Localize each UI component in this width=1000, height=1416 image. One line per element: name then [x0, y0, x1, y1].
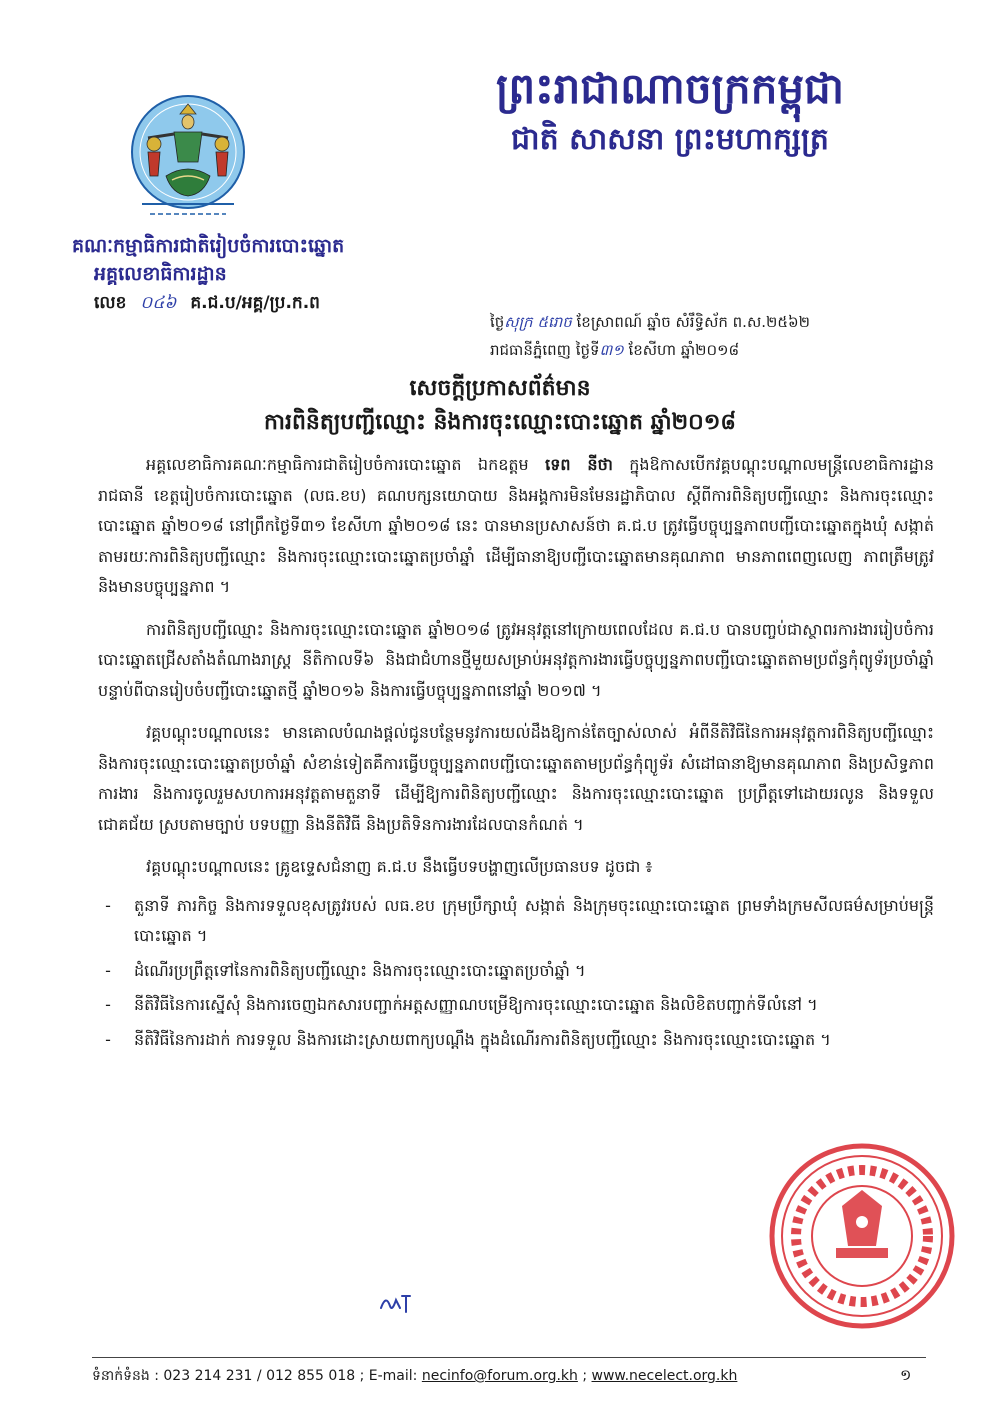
- website-link[interactable]: www.necelect.org.kh: [591, 1368, 738, 1384]
- solar-date-handwritten: ៣១: [599, 341, 624, 359]
- reference-code: គ.ជ.ប/អគ្គ/ប្រ.ក.ព: [190, 293, 320, 313]
- lunar-date: ថ្ងៃសុក្រ ៥រោច ខែស្រាពណ៍ ឆ្នាំច សំរឹទ្ធិស័ក ព.ស.២៥៦២: [490, 313, 810, 331]
- footer-divider: [92, 1357, 926, 1358]
- page-number: ១: [900, 1366, 912, 1384]
- date-block: [490, 308, 810, 364]
- lunar-date-handwritten: សុក្រ ៥រោច: [504, 313, 572, 331]
- kingdom-title: ព្រះរាជាណាចក្រកម្ពុជា: [495, 64, 845, 113]
- number-value-handwritten: ០៤៦: [140, 293, 177, 313]
- national-motto: ជាតិ សាសនា ព្រះមហាក្សត្រ: [511, 122, 829, 157]
- list-item: - នីតិវិធីនៃការស្នើសុំ និងការចេញឯកសារបញ្ជាក់អត្តសញ្ញាណបម្រើឱ្យការចុះឈ្មោះបោះឆ្នោត និងលិខិតបញ្ជាក់ទីលំនៅ ។: [105, 995, 818, 1014]
- solar-date: រាជធានីភ្នំពេញ ថ្ងៃទី៣១ ខែសីហា ឆ្នាំ២០១៨: [490, 341, 740, 359]
- number-label: លេខ: [94, 293, 127, 313]
- topic-list: [98, 891, 934, 1056]
- document-body: [98, 450, 934, 1059]
- reference-number: [94, 288, 344, 318]
- list-item: - នីតិវិធីនៃការដាក់ ការទទួល និងការដោះស្រាយពាក្យបណ្តឹង ក្នុងដំណើរការពិនិត្យបញ្ជីឈ្មោះ និងការចុះឈ្មោះបោះឆ្នោត ។: [105, 1029, 831, 1049]
- kingdom-header: [390, 64, 950, 162]
- contact-phones: 023 214 231 / 012 855 018 ;: [163, 1368, 365, 1384]
- nec-emblem-logo: [128, 92, 248, 228]
- paragraph-4: វគ្គបណ្តុះបណ្តាលនេះ គ្រូឧទ្ទេសជំនាញ គ.ជ.ប នឹងធ្វើបទបង្ហាញលើប្រធានបទ ដូចជា ៖: [146, 857, 653, 876]
- paragraph-1: អគ្គលេខាធិការគណៈកម្មាធិការជាតិរៀបចំការបោះឆ្នោត ឯកឧត្តម ទេព នីថា ក្នុងឱកាសបើកវគ្គបណ្តុះបណ្តាលមន្ត្រីលេខាធិការដ្ឋានរាជធានី ខេត្តរៀបចំការបោះឆ្នោត (លធ.ខប) គណបក្សនយោបាយ និងអង្គការមិនមែនរដ្ឋាភិបាល ស្តីពីការពិនិត្យបញ្ជីឈ្មោះ និងការចុះឈ្មោះបោះឆ្នោត ឆ្នាំ២០១៨ នៅព្រឹកថ្ងៃទី៣១ ខែសីហា ឆ្នាំ២០១៨ នេះ បានមានប្រសាសន៍ថា គ.ជ.ប ត្រូវធ្វើបច្ចុប្បន្នភាពបញ្ជីបោះឆ្នោតក្នុងឃុំ សង្កាត់តាមរយៈការពិនិត្យបញ្ជីឈ្មោះ និងការចុះឈ្មោះបោះឆ្នោតប្រចាំឆ្នាំ ដើម្បីធានាឱ្យបញ្ជីបោះឆ្នោតមានគុណភាព មានភាពពេញលេញ ភាពត្រឹមត្រូវ និងមានបច្ចុប្បន្នភាព ។: [98, 455, 934, 596]
- paragraph-2: ការពិនិត្យបញ្ជីឈ្មោះ និងការចុះឈ្មោះបោះឆ្នោត ឆ្នាំ២០១៨ ត្រូវអនុវត្តនៅក្រោយពេលដែល គ.ជ.ប បានបញ្ចប់ជាស្ថាពរការងាររៀបចំការបោះឆ្នោតជ្រើសតាំងតំណាងរាស្ត្រ នីតិកាលទី៦ និងជាជំហានថ្មីមួយសម្រាប់អនុវត្តការងារធ្វើបច្ចុប្បន្នភាពបញ្ជីបោះឆ្នោតតាមប្រព័ន្ធកុំព្យូទ័រប្រចាំឆ្នាំ បន្ទាប់ពីបានរៀបចំបញ្ជីបោះឆ្នោតថ្មី ឆ្នាំ២០១៦ និងការធ្វើបច្ចុប្បន្នភាពនៅឆ្នាំ ២០១៧ ។: [98, 619, 934, 700]
- official-seal-stamp: [762, 1136, 958, 1336]
- email-label: E-mail:: [368, 1368, 418, 1384]
- title-line-2: ការពិនិត្យបញ្ជីឈ្មោះ និងការចុះឈ្មោះបោះឆ្នោត ឆ្នាំ២០១៨: [264, 410, 736, 435]
- official-name: ទេព នីថា: [545, 455, 613, 474]
- paragraph-3: វគ្គបណ្តុះបណ្តាលនេះ មានគោលបំណងផ្តល់ជូនបន្ថែមនូវការយល់ដឹងឱ្យកាន់តែច្បាស់លាស់ អំពីនីតិវិធីនៃការអនុវត្តការពិនិត្យបញ្ជីឈ្មោះ និងការចុះឈ្មោះបោះឆ្នោតប្រចាំឆ្នាំ សំខាន់ទៀតគឺការធ្វើបច្ចុប្បន្នភាពបញ្ជីបោះឆ្នោតតាមប្រព័ន្ធកុំព្យូទ័រ សំដៅធានាឱ្យមានគុណភាព និងប្រសិទ្ធភាពការងារ និងការចូលរួមសហការអនុវត្តតាមតួនាទី ដើម្បីឱ្យការពិនិត្យបញ្ជីឈ្មោះ និងការចុះឈ្មោះបោះឆ្នោត ប្រព្រឹត្តទៅដោយរលូន និងទទួលជោគជ័យ ស្របតាមច្បាប់ បទបញ្ញា និងនីតិវិធី និងប្រតិទិនការងារដែលបានកំណត់ ។: [98, 723, 934, 834]
- title-line-1: សេចក្តីប្រកាសព័ត៌មាន: [409, 376, 591, 401]
- footer-contact: ទំនាក់ទំនង : 023 214 231 / 012 855 018 ; E-mail: necinfo@forum.org.kh ; www.necelect.org.kh: [92, 1368, 738, 1384]
- list-item: - តួនាទី ភារកិច្ច និងការទទួលខុសត្រូវរបស់ លធ.ខប ក្រុមប្រឹក្សាឃុំ សង្កាត់ និងក្រុមចុះឈ្មោះបោះឆ្នោត ព្រមទាំងក្រមសីលធម៌សម្រាប់មន្ត្រីបោះឆ្នោត ។: [105, 895, 934, 945]
- document-title: [0, 372, 1000, 440]
- handwritten-initials: [378, 1290, 418, 1316]
- organization-department: អគ្គលេខាធិការដ្ឋាន: [94, 263, 227, 285]
- email-link[interactable]: necinfo@forum.org.kh: [421, 1368, 578, 1384]
- contact-label: ទំនាក់ទំនង :: [92, 1368, 159, 1384]
- organization-name: គណៈកម្មាធិការជាតិរៀបចំការបោះឆ្នោត: [72, 235, 345, 257]
- list-item: - ដំណើរប្រព្រឹត្តទៅនៃការពិនិត្យបញ្ជីឈ្មោះ និងការចុះឈ្មោះបោះឆ្នោតប្រចាំឆ្នាំ ។: [105, 960, 586, 980]
- organization-block: [72, 232, 344, 318]
